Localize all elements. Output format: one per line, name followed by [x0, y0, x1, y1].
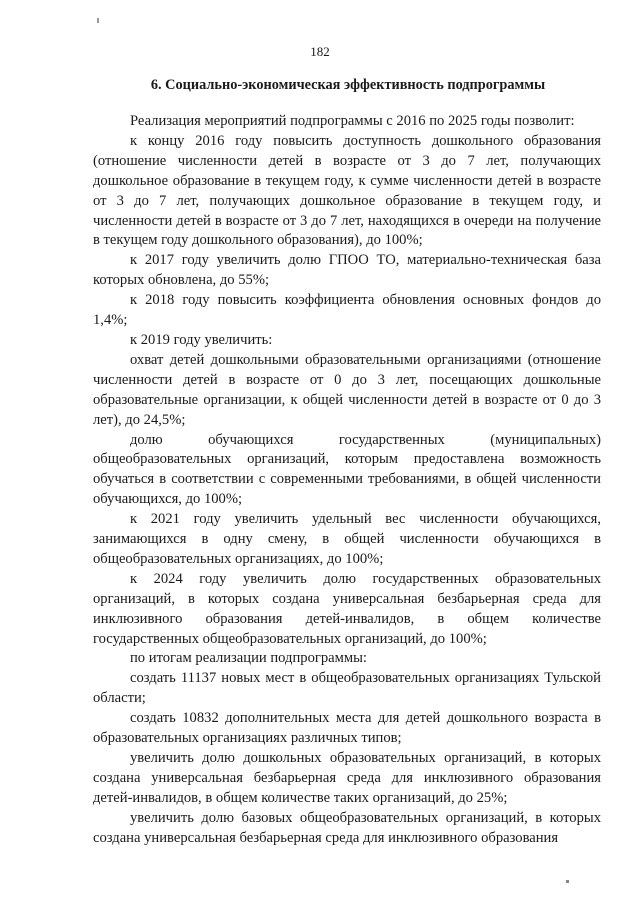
- scan-mark: [97, 18, 99, 23]
- paragraph-2018: к 2018 году повысить коэффициента обновления основных фондов до 1,4%;: [93, 292, 601, 329]
- paragraph-2017: к 2017 году увеличить долю ГПОО ТО, материально-техническая база которых обновлена, до 55%;: [93, 252, 601, 289]
- paragraph-intro: Реализация мероприятий подпрограммы с 2016 по 2025 годы позволит:: [130, 113, 575, 129]
- document-body: [93, 112, 601, 849]
- paragraph-results: по итогам реализации подпрограммы:: [130, 650, 367, 667]
- paragraph-base-inclusive: увеличить долю базовых общеобразовательных организаций, в которых создана универсальная безбарьерная среда для инклюзивного образования: [93, 809, 601, 846]
- paragraph-preschool-inclusive: увеличить долю дошкольных образовательных организаций, в которых создана универсальная безбарьерная среда для инклюзивного образования детей-инвалидов, в общем количестве таких организаций, до 25%;: [93, 750, 601, 806]
- paragraph-preschool-places: создать 10832 дополнительных места для детей дошкольного возраста в образовательных организациях различных типов;: [93, 710, 601, 747]
- scan-mark: [566, 880, 569, 883]
- paragraph-2019: к 2019 году увеличить:: [130, 331, 273, 348]
- paragraph-2021: к 2021 году увеличить удельный вес численности обучающихся, занимающихся в одну смену, в общей численности обучающихся в общеобразовательных организациях, до 100%;: [93, 511, 601, 567]
- section-heading: 6. Социально-экономическая эффективность подпрограммы: [150, 77, 546, 93]
- paragraph-new-places: создать 11137 новых мест в общеобразовательных организациях Тульской области;: [93, 670, 601, 707]
- paragraph-coverage: охват детей дошкольными образовательными организациями (отношение численности детей в возрасте от 0 до 3 лет, посещающих дошкольные образовательные организации, к общей численности детей в возрасте от 0 до 3 лет), до 24,5%;: [93, 351, 601, 428]
- paragraph-2024: к 2024 году увеличить долю государственных образовательных организаций, в которых создана универсальная безбарьерная среда для инклюзивного образования детей-инвалидов, в общем количестве государственных общеобразовательных организаций, до 100%;: [93, 570, 601, 647]
- paragraph-share-students: долю обучающихся государственных (муниципальных) общеобразовательных организаций, которым предоставлена возможность обучаться в соответствии с современными требованиями, в общей численности обучающихся, до 100%;: [93, 431, 601, 508]
- paragraph-2016: к концу 2016 году повысить доступность дошкольного образования (отношение численности детей в возрасте от 3 до 7 лет, получающих дошкольное образование в текущем году, к сумме численности детей в возрасте от 3 до 7 лет, получающих дошкольное образование в текущем году, и численности детей в возрасте от 3 до 7 лет, находящихся в очереди на получение в текущем году дошкольного образования), до 100%;: [93, 132, 601, 249]
- page-number: 182: [310, 44, 330, 59]
